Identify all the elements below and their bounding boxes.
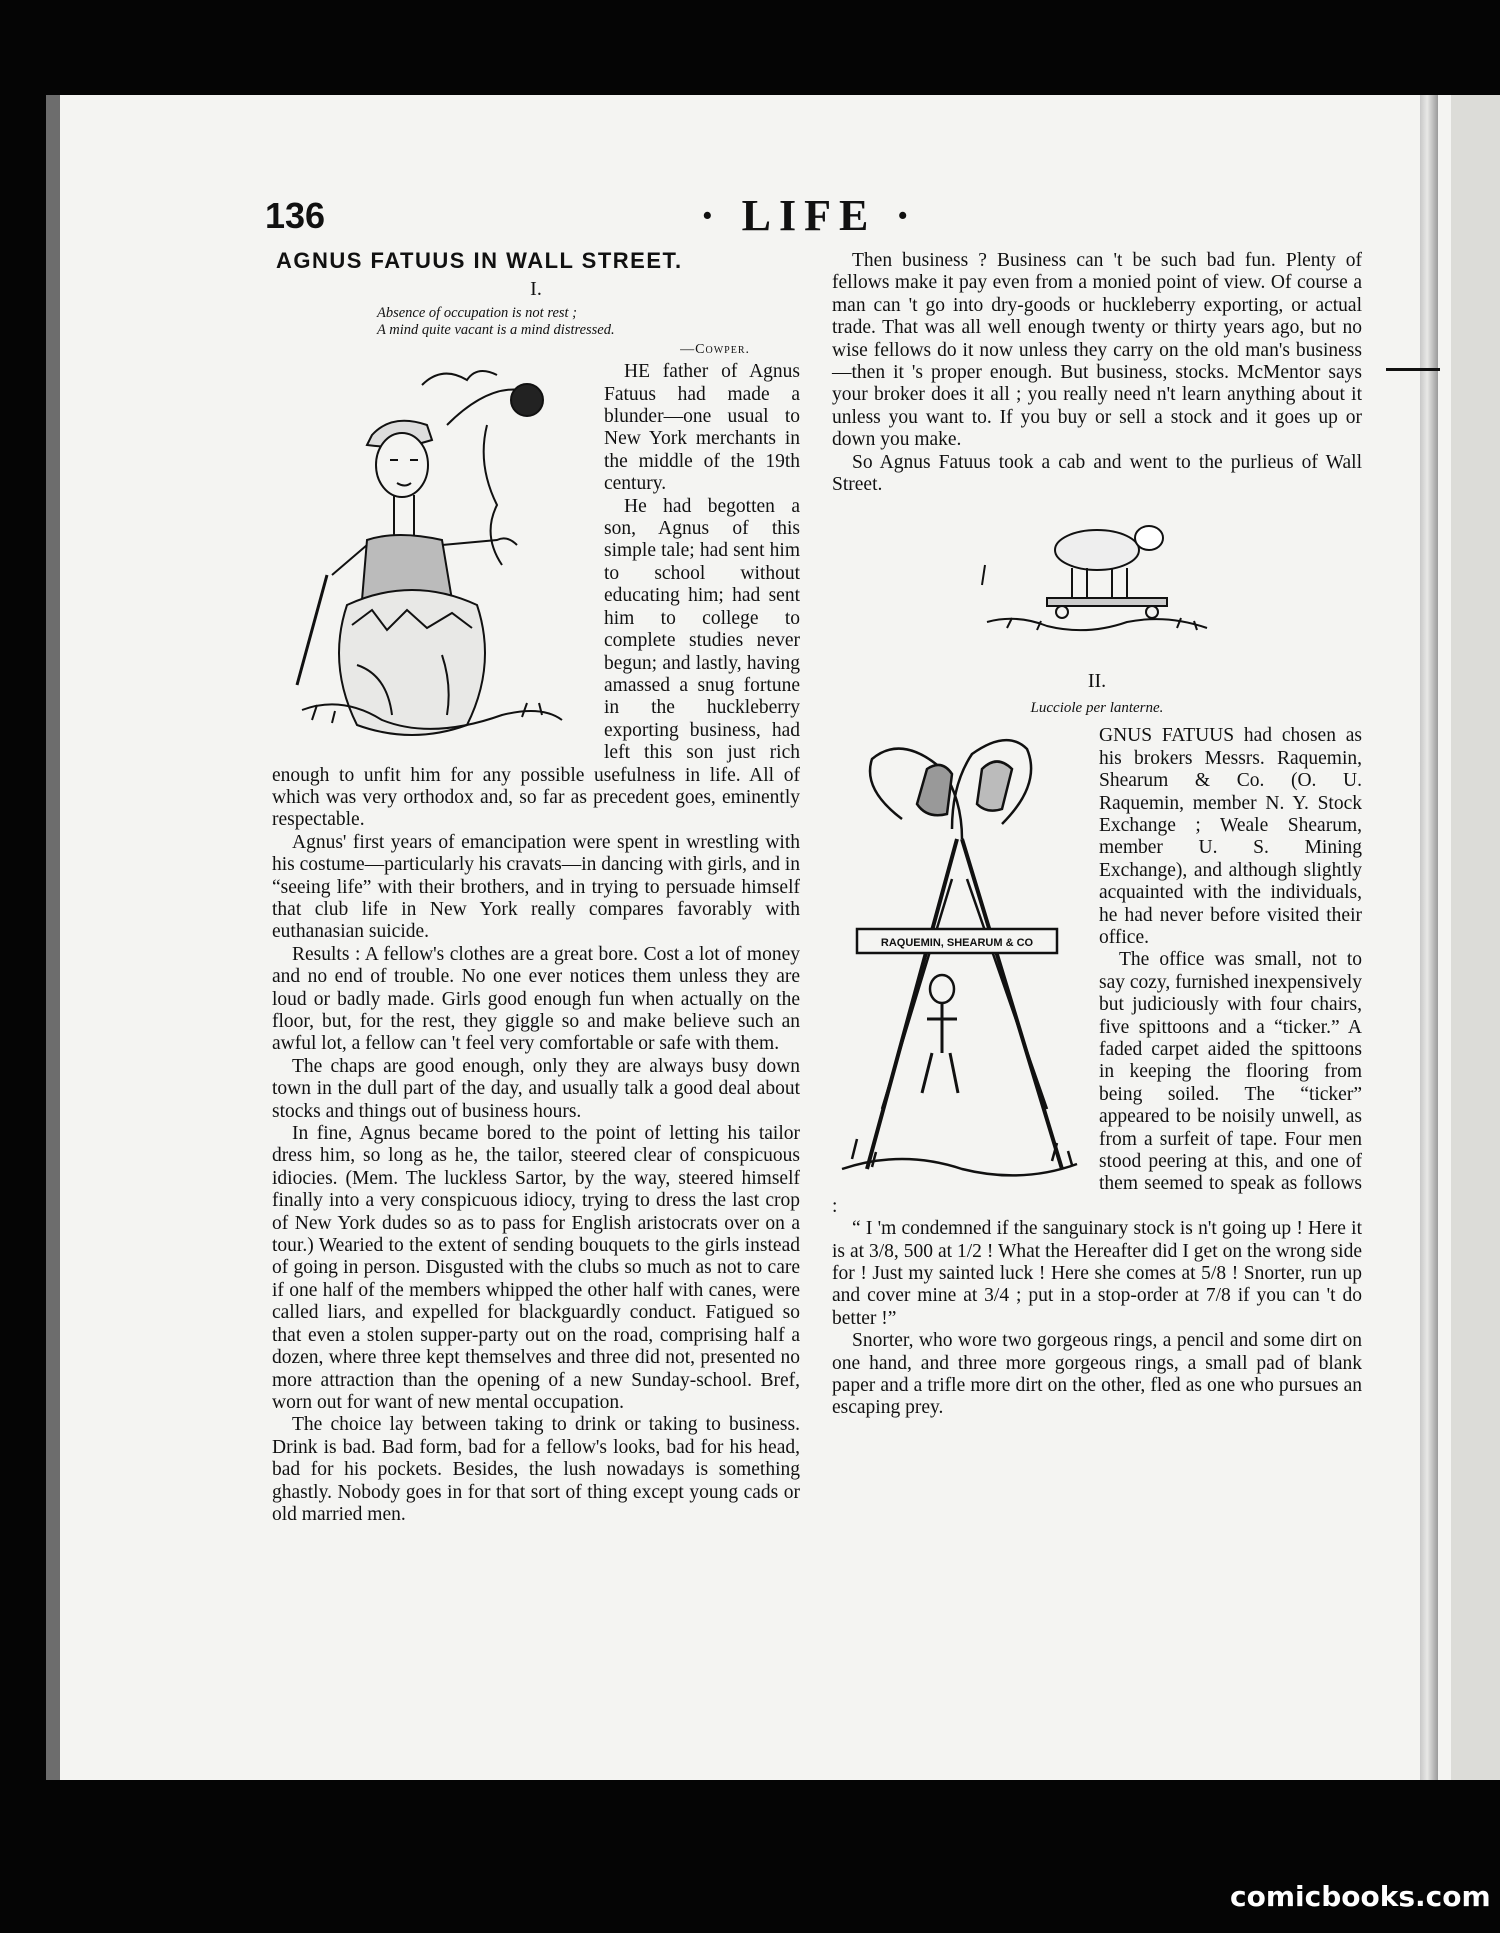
margin-mark: [1386, 368, 1440, 371]
section-numeral-1: I.: [530, 278, 542, 301]
section-numeral-2: II.: [1087, 670, 1107, 693]
paragraph: Then business ? Business can 't be such bad fun. Plenty of fellows make it pay even from a monied point of view. Of course a man can 't go into dry-goods or huckleberry exporting, or actual trade. That was all well enough twenty or thirty years ago, but no wise fellows do it now unless they carry on the old man's business—then it 's proper enough. But business, stocks. McMentor says your broker does it all ; you really need n't learn anything about it unless you want to. If you buy or sell a stock and it goes up or down you make.: [832, 250, 1362, 451]
epigraph-author: —Cowper.: [680, 341, 750, 357]
paragraph: Agnus' first years of emancipation were spent in wrestling with his costume—particularly his cravats—in dancing with girls, and in “seeing life” with their brothers, and in trying to persuade himself that club life in New York really compares favorably with euthanasian suicide.: [272, 831, 801, 943]
site-watermark: comicbooks.com: [1230, 1880, 1491, 1913]
paragraph: HE father of Agnus Fatuus had made a blunder—one usual to New York merchants in the middle of the 19th century.: [604, 361, 800, 495]
toy-lamb-illustration: [977, 510, 1217, 640]
epigraph-2: Lucciole per lanterne.: [1030, 699, 1164, 716]
page-number: 136: [265, 195, 326, 236]
page-gutter: [1420, 95, 1438, 1780]
left-column: [272, 250, 800, 1526]
right-column: [832, 250, 1362, 1420]
paragraph: He had begotten a son, Agnus of this simple tale; had sent him to school without educating him; had sent him to college to complete studies never begun; and lastly, having amassed a snug fortune in the huckleberry exporting business, had left this son just rich enough to unfit him for any possible usefulness in life. All of which was very orthodox and, so far as precedent goes, eminently respectable.: [272, 495, 800, 831]
article-title: AGNUS FATUUS IN WALL STREET.: [276, 248, 683, 273]
paragraph: Results : A fellow's clothes are a great bore. Cost a lot of money and no end of trouble. No one ever notices them unless they are loud or badly made. Girls good enough fun when actually on the floor, but, for the rest, they giggle so and make believe such an awful lot, a fellow can 't feel very comfortable or safe with them.: [272, 943, 800, 1055]
paragraph: So Agnus Fatuus took a cab and went to the purlieus of Wall Street.: [832, 451, 1362, 496]
epigraph-line-2: A mind quite vacant is a mind distressed.: [377, 321, 615, 338]
paragraph: GNUS FATUUS had chosen as his brokers Messrs. Raquemin, Shearum & Co. (O. U. Raquemin, member N. Y. Stock Exchange ; Weale Shearum, member U. S. Mining Exchange), and although slightly acquainted with the individuals, he had never before visited their office.: [1099, 725, 1362, 948]
broker-sign-text: RAQUEMIN, SHEARUM & CO: [880, 937, 1034, 950]
paragraph: Snorter, who wore two gorgeous rings, a pencil and some dirt on one hand, and three more gorgeous rings, a small pad of blank paper and a trifle more dirt on the other, fled as one who pursues an escaping prey.: [832, 1330, 1362, 1419]
paragraph: The choice lay between taking to drink or taking to business. Drink is bad. Bad form, bad for a fellow's looks, bad for his head, bad for his pockets. Besides, the lush nowadays is something ghastly. Nobody goes in for that sort of thing except young cads or old married men.: [272, 1414, 800, 1525]
paragraph: The chaps are good enough, only they are always busy down town in the dull part of the day, and usually talk a good deal about stocks and things out of business hours.: [272, 1055, 800, 1122]
paragraph: “ I 'm condemned if the sanguinary stock is n't going up ! Here it is at 3/8, 500 at 1/2 ! What the Hereafter did I get on the wrong side for ! Just my sainted luck ! Here she comes at 5/8 ! Snorter, run up and cover mine at 3/4 ; put in a stop-order at 7/8 if you can 't do better !”: [832, 1218, 1362, 1329]
egg-man-illustration: [272, 365, 592, 755]
masthead-title: · LIFE ·: [700, 191, 919, 240]
epigraph-line-1: Absence of occupation is not rest ;: [377, 304, 578, 321]
paragraph: In fine, Agnus became bored to the point of letting his tailor dress him, so long as he, the tailor, steered clear of conspicuous idiocies. (Mem. The luckless Sartor, by the way, steered himself finally into a very conspicuous idiocy, trying to dress the last crop of New York dudes so as to pass for English aristocrats over on a tour.) Wearied to the extent of sending bouquets to the girls instead of going in person. Disgusted with the clubs so much as not to care if one half of the members whipped the other half with canes, were called liars, and expelled for blackguardly conduct. Fatigued so that even a stolen supper-party out on the road, comprising half a dozen, where three kept themselves and three did not, presented no more attraction than the opening of a new Sunday-school. Bref, worn out for want of new mental occupation.: [272, 1123, 800, 1413]
paragraph: The office was small, not to say cozy, furnished inexpensively but judiciously with four chairs, five spittoons and a “ticker.” A faded carpet aided the spittoons in keeping the flooring from being soiled. The “ticker” appeared to be noisily unwell, as from a surfeit of tape. Four men stood peering at this, and one of them seemed to speak as follows :: [832, 949, 1362, 1217]
scissors-illustration: [832, 729, 1087, 1187]
